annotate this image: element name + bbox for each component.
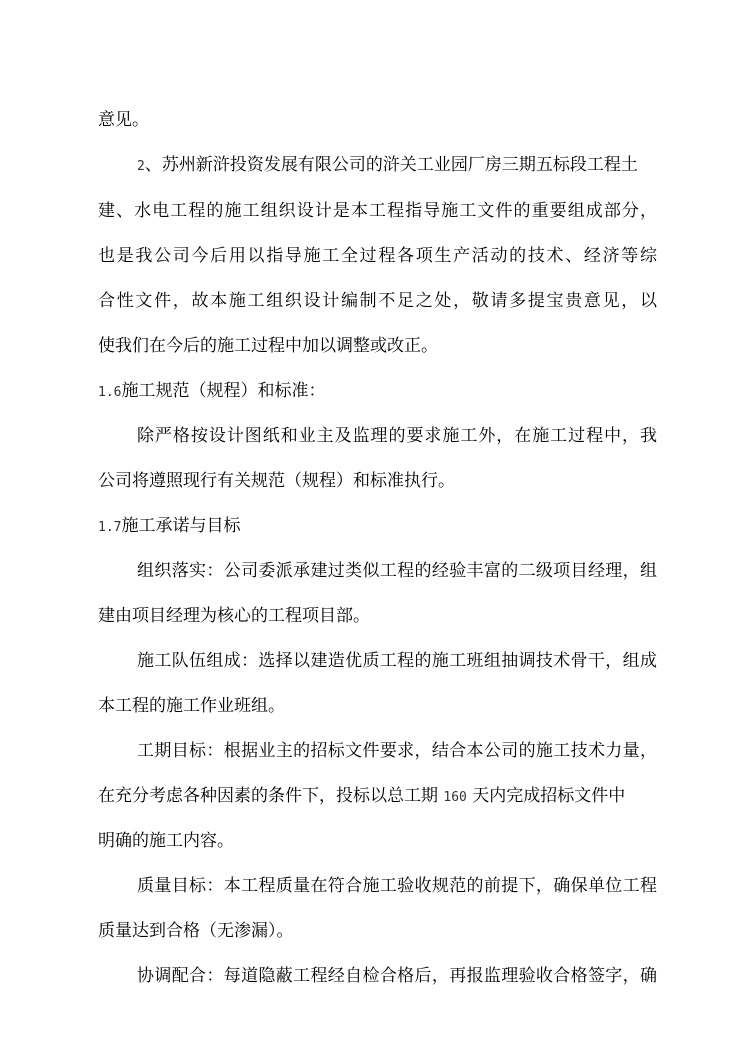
section-1-7-number: 1.7 (98, 520, 122, 535)
para-2-text-1: 、苏州新浒投资发展有限公司的浒关工业园厂房三期五标段工程土 (144, 155, 638, 175)
coordination-line-1: 协调配合：每道隐蔽工程经自检合格后，再报监理验收合格签字，确 (137, 966, 657, 986)
section-1-6-number: 1.6 (98, 385, 122, 400)
section-1-6-heading (98, 371, 657, 411)
schedule-text-a: 在充分考虑各种因素的条件下，投标以总工期 (98, 786, 438, 806)
schedule-text-b: 天内完成招标文件中 (472, 786, 626, 806)
schedule-days: 160 (443, 790, 467, 805)
section-1-6-line-2: 公司将遵照现行有关规范（规程）和标准执行。 (98, 471, 455, 491)
schedule-line-1: 工期目标：根据业主的招标文件要求，结合本公司的施工技术力量， (137, 741, 657, 761)
para-2-number: 2 (137, 159, 145, 174)
intro-end-line: 意见。 (98, 110, 149, 130)
schedule-line-3: 明确的施工内容。 (98, 831, 234, 851)
para-2-line-1 (137, 145, 657, 185)
para-2-line-4: 合性文件，故本施工组织设计编制不足之处，敬请多提宝贵意见，以 (98, 291, 657, 311)
para-2-line-3: 也是我公司今后用以指导施工全过程各项生产活动的技术、经济等综 (98, 246, 657, 266)
quality-line-1: 质量目标：本工程质量在符合施工验收规范的前提下，确保单位工程 (137, 876, 657, 896)
org-line-1: 组织落实：公司委派承建过类似工程的经验丰富的二级项目经理，组 (137, 561, 657, 581)
section-1-6-title: 施工规范（规程）和标准： (121, 381, 326, 401)
team-line-1: 施工队伍组成：选择以建造优质工程的施工班组抽调技术骨干，组成 (137, 651, 657, 671)
para-2-line-2: 建、水电工程的施工组织设计是本工程指导施工文件的重要组成部分， (98, 201, 657, 221)
section-1-7-heading (98, 506, 657, 546)
quality-line-2: 质量达到合格（无渗漏）。 (98, 921, 294, 941)
section-1-7-title: 施工承诺与目标 (121, 516, 241, 536)
team-line-2: 本工程的施工作业班组。 (98, 696, 285, 716)
para-2-line-5: 使我们在今后的施工过程中加以调整或改正。 (98, 336, 438, 356)
schedule-line-2 (98, 776, 657, 816)
section-1-6-line-1: 除严格按设计图纸和业主及监理的要求施工外，在施工过程中，我 (137, 426, 657, 446)
org-line-2: 建由项目经理为核心的工程项目部。 (98, 606, 370, 626)
